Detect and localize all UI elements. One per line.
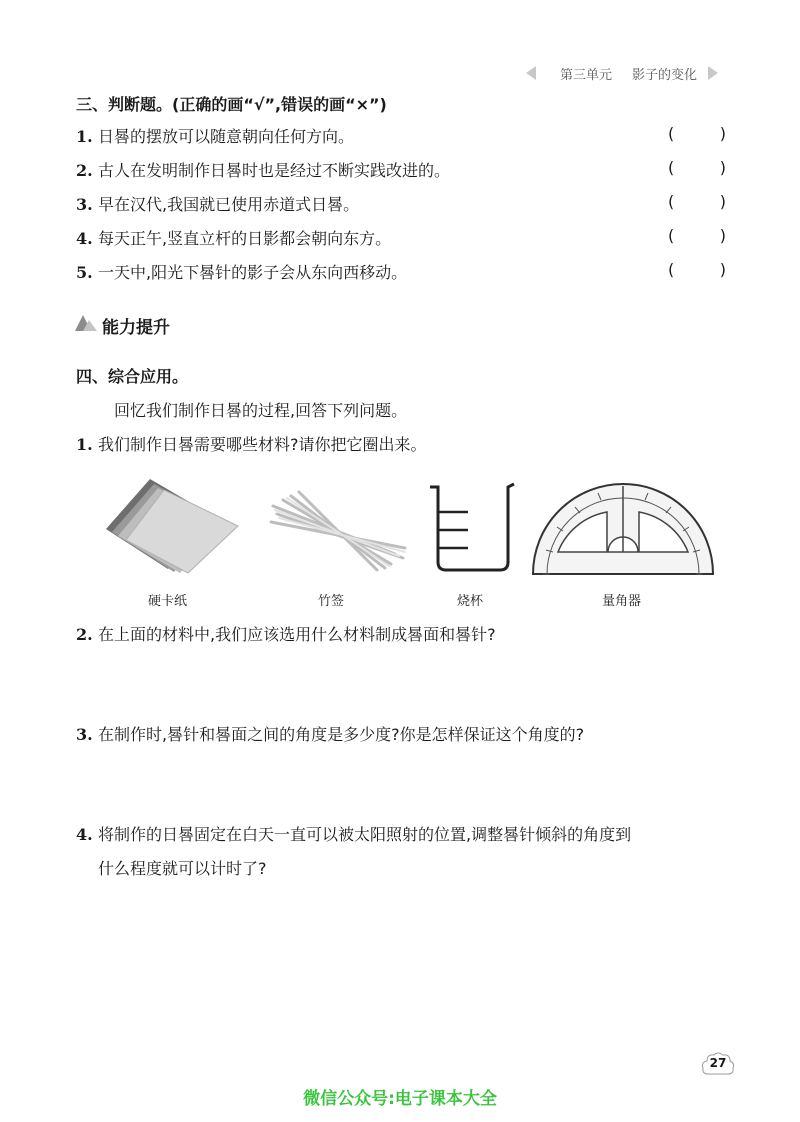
- judge-item-3: 3. 早在汉代,我国就已使用赤道式日晷。: [76, 195, 360, 214]
- section4-title: 四、综合应用。: [76, 367, 189, 386]
- question-1: 1. 我们制作日晷需要哪些材料?请你把它圈出来。: [76, 435, 427, 454]
- section4-intro: 回忆我们制作日晷的过程,回答下列问题。: [114, 401, 408, 420]
- triangle-left-icon: [526, 66, 536, 80]
- answer-paren-1[interactable]: ( ): [668, 124, 726, 143]
- judge-item-4: 4. 每天正午,竖直立杆的日影都会朝向东方。: [76, 229, 392, 248]
- judge-item-5: 5. 一天中,阳光下晷针的影子会从东向西移动。: [76, 263, 408, 282]
- material-label-beaker: 烧杯: [457, 594, 484, 609]
- answer-paren-2[interactable]: ( ): [668, 158, 726, 177]
- cardboard-icon[interactable]: [98, 474, 248, 574]
- ability-title: 能力提升: [102, 318, 170, 338]
- judge-item-1: 1. 日晷的摆放可以随意朝向任何方向。: [76, 127, 355, 146]
- page-number: 27: [700, 1050, 736, 1080]
- unit-label: 第三单元: [560, 68, 613, 83]
- footer-watermark: 微信公众号:电子课本大全: [303, 1089, 497, 1109]
- question-4: 4. 将制作的日晷固定在白天一直可以被太阳照射的位置,调整晷针倾斜的角度到: [76, 825, 632, 844]
- section3-title: 三、判断题。(正确的画“√”,错误的画“×”): [76, 95, 387, 114]
- material-label-bamboo: 竹签: [318, 594, 345, 609]
- bamboo-sticks-icon[interactable]: [265, 484, 410, 574]
- judge-item-2: 2. 古人在发明制作日晷时也是经过不断实践改进的。: [76, 161, 451, 180]
- question-4-cont: 什么程度就可以计时了?: [98, 859, 267, 878]
- answer-paren-4[interactable]: ( ): [668, 226, 726, 245]
- answer-paren-3[interactable]: ( ): [668, 192, 726, 211]
- page-header: [520, 62, 725, 84]
- question-2: 2. 在上面的材料中,我们应该选用什么材料制成晷面和晷针?: [76, 625, 496, 644]
- question-3: 3. 在制作时,晷针和晷面之间的角度是多少度?你是怎样保证这个角度的?: [76, 725, 585, 744]
- topic-label: 影子的变化: [632, 68, 698, 83]
- protractor-icon[interactable]: [530, 480, 716, 576]
- triangle-right-icon: [708, 66, 718, 80]
- material-label-protractor: 量角器: [602, 594, 642, 609]
- mountain-icon: [74, 312, 98, 332]
- material-label-cardboard: 硬卡纸: [148, 594, 188, 609]
- answer-paren-5[interactable]: ( ): [668, 260, 726, 279]
- beaker-icon[interactable]: [428, 482, 520, 574]
